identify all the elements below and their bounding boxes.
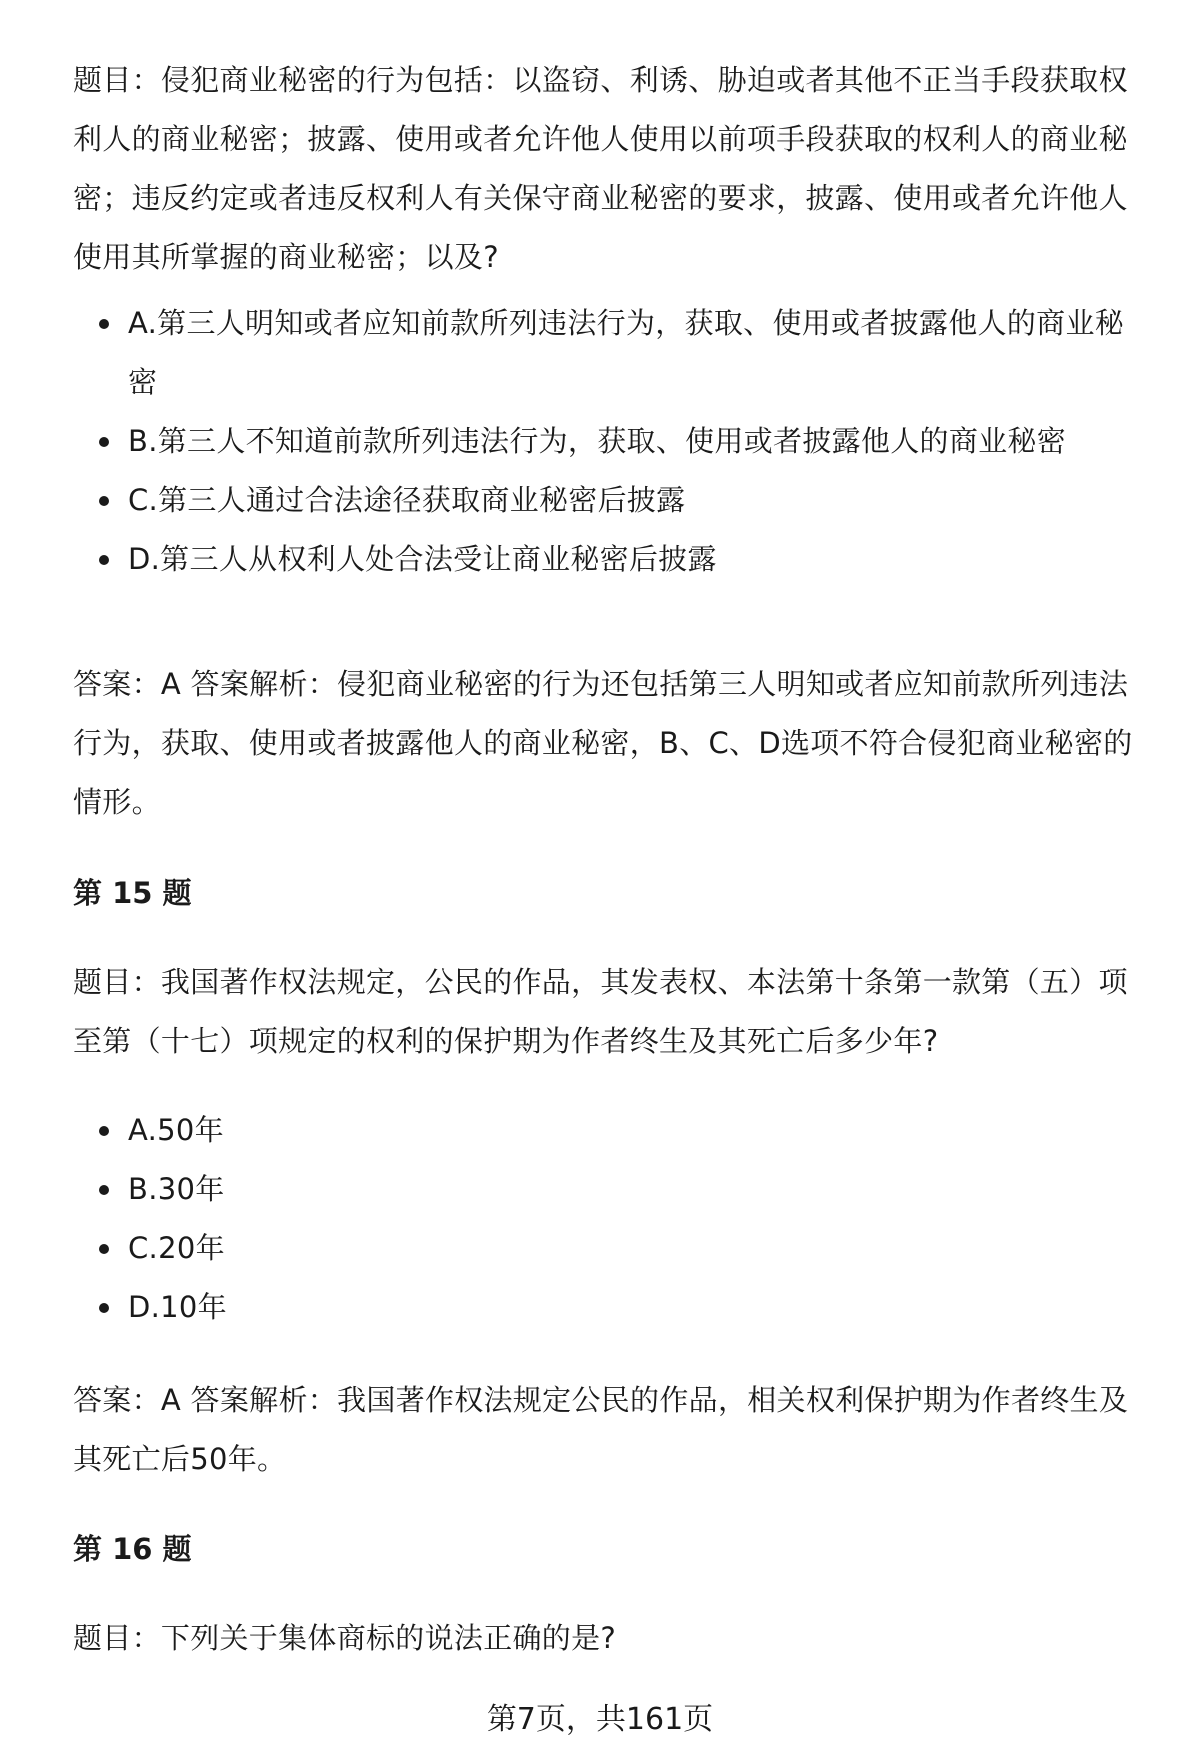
q14-option-d-text: D.第三人从权利人处合法受让商业秘密后披露	[128, 542, 717, 576]
bullet-icon	[99, 1303, 109, 1313]
q15-heading: 第 15 题	[73, 876, 192, 910]
bullet-icon	[99, 1185, 109, 1195]
q15-option-a	[73, 1101, 1153, 1160]
q15-option-c-text: C.20年	[128, 1231, 225, 1265]
q14-option-c	[73, 471, 1153, 530]
q15-question-text: 题目：我国著作权法规定，公民的作品，其发表权、本法第十条第一款第（五）项至第（十七）项规定的权利的保护期为作者终生及其死亡后多少年?	[73, 965, 1128, 1058]
q14-option-b-text: B.第三人不知道前款所列违法行为，获取、使用或者披露他人的商业秘密	[128, 424, 1067, 458]
q15-option-a-text: A.50年	[128, 1113, 224, 1147]
bullet-icon	[99, 1126, 109, 1136]
q15-option-d-text: D.10年	[128, 1290, 227, 1324]
q14-option-c-text: C.第三人通过合法途径获取商业秘密后披露	[128, 483, 686, 517]
bullet-icon	[99, 555, 109, 565]
q14-answer-text: 答案：A 答案解析：侵犯商业秘密的行为还包括第三人明知或者应知前款所列违法行为，获取、使用或者披露他人的商业秘密，B、C、D选项不符合侵犯商业秘密的情形。	[73, 667, 1133, 819]
bullet-icon	[99, 319, 109, 329]
q14-options-list	[73, 294, 1153, 589]
bullet-icon	[99, 437, 109, 447]
q15-option-c	[73, 1219, 1153, 1278]
q15-answer-text: 答案：A 答案解析：我国著作权法规定公民的作品，相关权利保护期为作者终生及其死亡后50年。	[73, 1383, 1129, 1476]
q16-question-text: 题目：下列关于集体商标的说法正确的是?	[73, 1621, 617, 1655]
q15-option-d	[73, 1278, 1153, 1337]
q16-heading: 第 16 题	[73, 1532, 192, 1566]
q14-option-a	[73, 294, 1153, 412]
bullet-icon	[99, 1244, 109, 1254]
q14-option-a-text: A.第三人明知或者应知前款所列违法行为，获取、使用或者披露他人的商业秘密	[128, 306, 1125, 399]
page-number-footer: 第7页，共161页	[486, 1702, 714, 1737]
q14-question-text: 题目：侵犯商业秘密的行为包括：以盗窃、利诱、胁迫或者其他不正当手段获取权利人的商业秘密；披露、使用或者允许他人使用以前项手段获取的权利人的商业秘密；违反约定或者违反权利人有关保守商业秘密的要求，披露、使用或者允许他人使用其所掌握的商业秘密；以及?	[73, 63, 1128, 274]
q14-option-b	[73, 412, 1153, 471]
q15-options-list	[73, 1101, 1153, 1337]
bullet-icon	[99, 496, 109, 506]
q15-option-b-text: B.30年	[128, 1172, 225, 1206]
q14-option-d	[73, 530, 1153, 589]
q15-option-b	[73, 1160, 1153, 1219]
